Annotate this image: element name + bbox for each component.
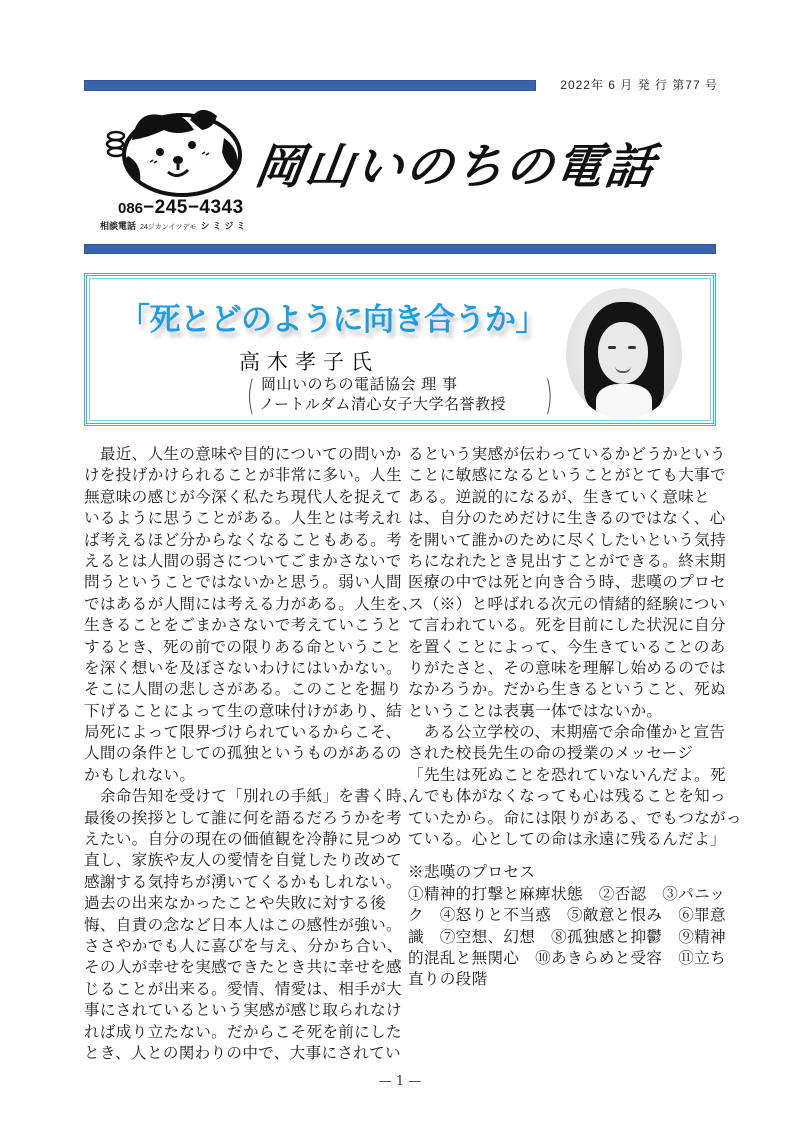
text-line: ということは表裏一体ではないか。 — [408, 701, 663, 720]
grief-process-line: ①精神的打撃と麻痺状態 ②否認 ③パニッ — [408, 884, 726, 903]
text-line: ある。逆説的になるが、生きていく意味と — [408, 487, 710, 506]
phone-main-number: −245−4343 — [143, 197, 244, 218]
phone-wordplay-label: シミジミ — [200, 221, 249, 231]
text-line: 無意味の感じが今深く私たち現代人を捉えて — [84, 487, 402, 506]
text-line: 問うということではないかと思う。弱い人間 — [84, 573, 402, 592]
open-paren: ( — [246, 373, 255, 419]
text-line: じることが出来る。愛情、情愛は、相手が大 — [84, 979, 402, 998]
grief-process-line: 識 ⑦空想、幻想 ⑧孤独感と抑鬱 ⑨精神 — [408, 927, 726, 946]
text-line: そこに人間の悲しさがある。このことを掘り — [84, 680, 402, 699]
text-line: を深く想いを及ぼさないわけにはいかない。 — [84, 658, 402, 677]
grief-process-heading: ※悲嘆のプロセス — [408, 863, 536, 882]
article-title: 「死とどのように向き合うか」 — [119, 302, 546, 338]
text-line: を開いて誰かのために尽くしたいという気持 — [408, 530, 726, 549]
text-line: 最近、人生の意味や目的についての問いか — [84, 445, 402, 463]
article-right-column — [408, 444, 742, 991]
text-line: えるとは人間の弱さについてごまかさないで — [84, 551, 402, 570]
text-line: とき、人との関わりの中で、大事にされてい — [84, 1043, 401, 1062]
phone-hours-label: 24ジカンイツデモ — [140, 224, 197, 231]
text-line: ある公立学校の、末期癌で余命僅かと宣告 — [408, 723, 726, 742]
header-bottom-bar — [84, 244, 716, 254]
text-line: 直し、家族や友人の愛情を自覚したり改めて — [84, 851, 402, 870]
quote-line: んでも体がなくなっても心は残ることを知っ — [408, 787, 726, 806]
text-line: 余命告知を受けて「別れの手紙」を書く時、 — [84, 787, 418, 806]
text-line: を置くことによって、今生きていることのあ — [408, 637, 726, 656]
header-top-bar — [84, 80, 536, 91]
text-line: ちになれたとき見出すことができる。終末期 — [408, 551, 726, 570]
text-line: ば考えるほど分からなくなることもある。考 — [84, 530, 402, 549]
text-line: 感謝する気持ちが湧いてくるかもしれない。 — [84, 872, 402, 891]
grief-process-line: ク ④怒りと不当惑 ⑤敵意と恨み ⑥罪意 — [408, 906, 726, 925]
text-line: なかろうか。だから生きるということ、死ぬ — [408, 680, 726, 699]
text-line: その人が幸せを実感できたとき共に幸せを感 — [84, 958, 402, 977]
text-line: された校長先生の命の授業のメッセージ — [408, 744, 694, 763]
speaker-name: 高木孝子氏 — [239, 350, 379, 374]
phone-caption — [100, 219, 248, 232]
page-number: — 1 — — [378, 1074, 422, 1089]
speaker-portrait-photo — [566, 288, 682, 419]
issue-date: 2022年 6 月 発 行 第77 号 — [560, 78, 718, 92]
text-line: ことに敏感になるということがとても大事で — [408, 466, 726, 485]
text-line: れば成り立たない。だからこそ死を前にした — [84, 1022, 402, 1041]
text-line: ス（※）と呼ばれる次元の情緒的経験につい — [408, 594, 726, 613]
text-line: ささやかでも人に喜びを与え、分かち合い、 — [84, 936, 403, 955]
text-line: りがたさと、その意味を理解し始めるのでは — [408, 658, 726, 677]
text-line: 事にされているという実感が感じ取られなけ — [84, 1001, 402, 1020]
quote-line: 「先生は死ぬことを恐れていないんだよ。死 — [408, 765, 726, 784]
close-paren: ) — [544, 373, 553, 419]
text-line: いるように思うことがある。人生とは考えれ — [84, 509, 402, 528]
quote-line: ている。心としての命は永遠に残るんだよ」 — [408, 830, 726, 849]
headline-box — [84, 273, 716, 426]
speaker-affiliation — [246, 373, 553, 419]
text-line: 過去の出来なかったことや失敗に対する後 — [84, 894, 386, 913]
text-line: 下げることによって生の意味付けがあり、結 — [84, 701, 402, 720]
phone-number — [118, 197, 244, 219]
article-left-column — [84, 444, 418, 1064]
text-line: 局死によって限界づけられているからこそ、 — [84, 723, 402, 742]
grief-process-line: 直りの段階 — [408, 970, 488, 989]
text-line: は、自分のためだけに生きるのではなく、心 — [408, 509, 726, 528]
phone-label: 相談電話 — [100, 221, 137, 231]
text-line: 人間の条件としての孤独というものがあるの — [84, 744, 402, 763]
affiliation-line: ノートルダム清心女子大学名誉教授 — [259, 395, 506, 413]
text-line: かもしれない。 — [84, 765, 196, 784]
text-line: るという実感が伝わっているかどうかという — [408, 445, 726, 463]
text-line: えたい。自分の現在の価値観を冷静に見つめ — [84, 830, 402, 849]
text-line: 悔、自責の念など日本人はこの感性が強い。 — [84, 915, 402, 934]
grief-process-line: 的混乱と無関心 ⑩あきらめと受容 ⑪立ち — [408, 948, 726, 967]
text-line: するとき、死の前での限りある命ということ — [84, 637, 402, 656]
text-line: ではあるが人間には考える力がある。人生を、 — [84, 594, 418, 613]
masthead-title: 岡山いのちの電話 — [251, 139, 660, 195]
text-line: 生きることをごまかさないで考えていこうと — [84, 616, 402, 635]
text-line: けを投げかけられることが非常に多い。人生 — [84, 466, 402, 485]
affiliation-line: 岡山いのちの電話協会 理 事 — [261, 375, 458, 393]
text-line: て言われている。死を目前にした状況に自分 — [408, 616, 726, 635]
text-line: 医療の中では死と向き合う時、悲嘆のプロセ — [408, 573, 726, 592]
cat-phone-mascot-icon — [102, 100, 252, 200]
quote-line: ていたから。命には限りがある、でもつながっ — [408, 808, 742, 827]
phone-area-code: 086 — [118, 200, 144, 217]
text-line: 最後の挨拶として誰に何を語るだろうかを考 — [84, 808, 402, 827]
